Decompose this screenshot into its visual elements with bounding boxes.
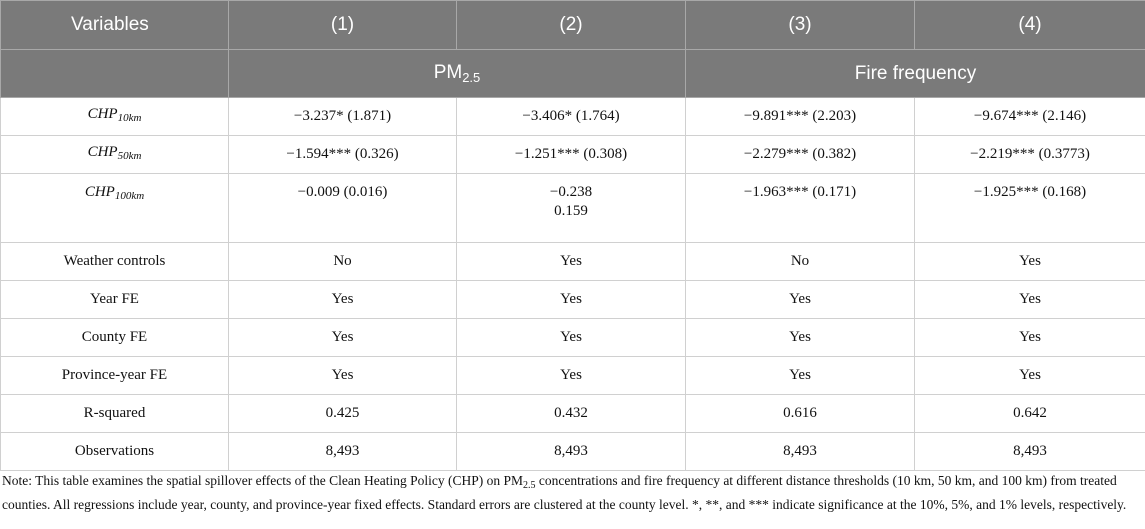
row-label-base: CHP bbox=[84, 184, 115, 200]
table-cell: No bbox=[686, 243, 915, 281]
table-cell: −1.963*** (0.171) bbox=[686, 174, 915, 243]
table-row bbox=[1, 319, 1145, 357]
table-cell: 0.432 bbox=[457, 395, 686, 433]
table-cell: −9.891*** (2.203) bbox=[686, 98, 915, 136]
table-cell: −0.009 (0.016) bbox=[229, 174, 457, 243]
table-cell: −1.594*** (0.326) bbox=[229, 136, 457, 174]
table-row bbox=[1, 243, 1145, 281]
row-label: Year FE bbox=[1, 281, 229, 319]
group-header-pm25 bbox=[229, 50, 686, 98]
row-label-sub: 100km bbox=[114, 190, 145, 202]
note-text-part2: concentrations and fire frequency at different distance thresholds (10 km, 50 km, and 100 km) from treated counties. All regressions include year, county, and province-year fixed effects. Standard errors are clustered at the county level. *, **, and *** indicate significance at the 10%, 5%, and 1% levels, respectively. bbox=[2, 473, 1127, 512]
table-cell: 8,493 bbox=[686, 433, 915, 471]
group-pm-base: PM bbox=[433, 62, 463, 83]
table-header bbox=[1, 1, 1145, 98]
table-cell: −2.219*** (0.3773) bbox=[915, 136, 1145, 174]
table-row bbox=[1, 433, 1145, 471]
table-cell: Yes bbox=[915, 357, 1145, 395]
blank-header-cell bbox=[1, 50, 229, 98]
table-cell: 8,493 bbox=[457, 433, 686, 471]
table-cell: Yes bbox=[229, 357, 457, 395]
table-cell: 0.642 bbox=[915, 395, 1145, 433]
table-cell: Yes bbox=[686, 281, 915, 319]
col-header-3: (3) bbox=[686, 1, 915, 50]
table-row bbox=[1, 357, 1145, 395]
table-cell: Yes bbox=[457, 357, 686, 395]
table-cell: 8,493 bbox=[229, 433, 457, 471]
table-row bbox=[1, 395, 1145, 433]
header-row-groups bbox=[1, 50, 1145, 98]
row-label-sub: 10km bbox=[117, 112, 142, 124]
row-label: R-squared bbox=[1, 395, 229, 433]
group-header-fire bbox=[686, 50, 1145, 98]
row-label-base: CHP bbox=[87, 106, 118, 122]
table-cell: Yes bbox=[686, 319, 915, 357]
table-cell: Yes bbox=[229, 319, 457, 357]
table-cell: 0.425 bbox=[229, 395, 457, 433]
table-cell: Yes bbox=[915, 319, 1145, 357]
table-cell: −3.406* (1.764) bbox=[457, 98, 686, 136]
table-cell: Yes bbox=[915, 281, 1145, 319]
row-label-base: CHP bbox=[87, 144, 118, 160]
table-cell: −9.674*** (2.146) bbox=[915, 98, 1145, 136]
table-row bbox=[1, 136, 1145, 174]
row-label bbox=[1, 98, 229, 136]
row-label: Province-year FE bbox=[1, 357, 229, 395]
table-note bbox=[2, 471, 1142, 514]
table-cell: Yes bbox=[457, 243, 686, 281]
col-header-1: (1) bbox=[229, 1, 457, 50]
table-cell: 0.616 bbox=[686, 395, 915, 433]
table-cell: No bbox=[229, 243, 457, 281]
table-body bbox=[1, 98, 1145, 471]
table-cell: 8,493 bbox=[915, 433, 1145, 471]
table-cell bbox=[457, 174, 686, 243]
header-row-columns bbox=[1, 1, 1145, 50]
group-fire-label: Fire frequency bbox=[854, 62, 977, 84]
table-cell: Yes bbox=[686, 357, 915, 395]
cell-value: −0.238 bbox=[549, 184, 593, 200]
table-cell: Yes bbox=[229, 281, 457, 319]
row-label: Weather controls bbox=[1, 243, 229, 281]
variables-header: Variables bbox=[1, 1, 229, 50]
table-cell: Yes bbox=[457, 319, 686, 357]
note-subscript: 2.5 bbox=[523, 480, 536, 491]
row-label: Observations bbox=[1, 433, 229, 471]
row-label bbox=[1, 136, 229, 174]
table-cell: −3.237* (1.871) bbox=[229, 98, 457, 136]
table-row bbox=[1, 98, 1145, 136]
col-header-4: (4) bbox=[915, 1, 1145, 50]
table-row bbox=[1, 174, 1145, 243]
row-label: County FE bbox=[1, 319, 229, 357]
table-cell: Yes bbox=[457, 281, 686, 319]
group-pm-sub: 2.5 bbox=[462, 70, 481, 85]
row-label bbox=[1, 174, 229, 243]
table-cell: −1.925*** (0.168) bbox=[915, 174, 1145, 243]
cell-value-extra: 0.159 bbox=[554, 203, 588, 219]
table-row bbox=[1, 281, 1145, 319]
table-cell: Yes bbox=[915, 243, 1145, 281]
table-cell: −2.279*** (0.382) bbox=[686, 136, 915, 174]
row-label-sub: 50km bbox=[117, 150, 142, 162]
table-cell: −1.251*** (0.308) bbox=[457, 136, 686, 174]
note-text-part1: Note: This table examines the spatial spillover effects of the Clean Heating Policy (CHP) on PM bbox=[2, 473, 524, 488]
col-header-2: (2) bbox=[457, 1, 686, 50]
